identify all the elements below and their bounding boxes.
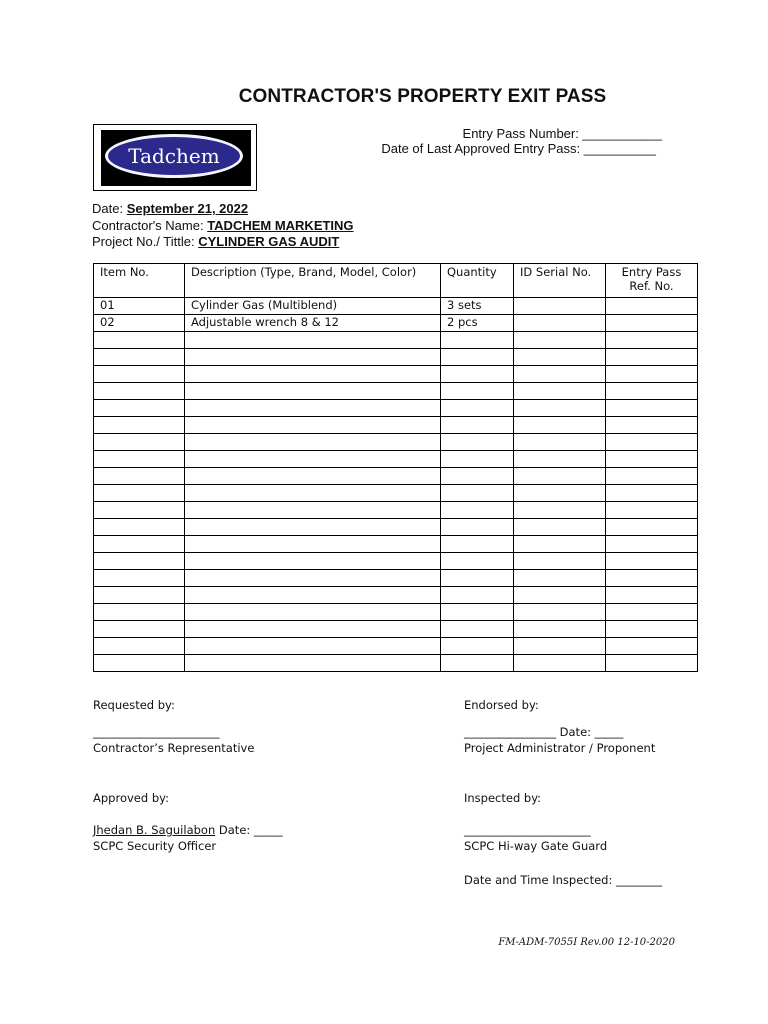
cell-entry-pass-ref bbox=[606, 349, 698, 366]
cell-entry-pass-ref bbox=[606, 485, 698, 502]
contractor-line bbox=[92, 218, 354, 233]
cell-id-serial bbox=[514, 383, 606, 400]
date-value: September 21, 2022 bbox=[126, 201, 249, 216]
cell-quantity bbox=[441, 570, 514, 587]
approved-date: Date: _____ bbox=[215, 823, 283, 837]
cell-description bbox=[185, 655, 441, 672]
cell-description bbox=[185, 570, 441, 587]
cell-description bbox=[185, 485, 441, 502]
cell-description bbox=[185, 366, 441, 383]
cell-quantity bbox=[441, 638, 514, 655]
cell-description bbox=[185, 621, 441, 638]
cell-quantity bbox=[441, 621, 514, 638]
cell-id-serial bbox=[514, 587, 606, 604]
cell-id-serial bbox=[514, 468, 606, 485]
cell-description bbox=[185, 502, 441, 519]
table-row bbox=[94, 519, 698, 536]
cell-id-serial bbox=[514, 519, 606, 536]
cell-id-serial bbox=[514, 400, 606, 417]
cell-quantity bbox=[441, 519, 514, 536]
cell-entry-pass-ref bbox=[606, 332, 698, 349]
cell-description bbox=[185, 553, 441, 570]
cell-entry-pass-ref bbox=[606, 655, 698, 672]
endorsed-role: Project Administrator / Proponent bbox=[464, 741, 656, 755]
table-row bbox=[94, 553, 698, 570]
cell-description bbox=[185, 349, 441, 366]
cell-id-serial bbox=[514, 502, 606, 519]
table-row bbox=[94, 451, 698, 468]
table-row bbox=[94, 417, 698, 434]
cell-quantity bbox=[441, 553, 514, 570]
cell-id-serial bbox=[514, 553, 606, 570]
cell-item-no bbox=[94, 519, 185, 536]
form-code: FM-ADM-7055I Rev.00 12-10-2020 bbox=[498, 937, 675, 948]
cell-id-serial bbox=[514, 655, 606, 672]
entry-pass-number: Entry Pass Number: ___________ bbox=[462, 126, 662, 141]
cell-id-serial bbox=[514, 298, 606, 315]
table-row bbox=[94, 502, 698, 519]
approved-name-line bbox=[93, 823, 283, 837]
cell-item-no: 01 bbox=[94, 298, 185, 315]
cell-entry-pass-ref bbox=[606, 519, 698, 536]
cell-id-serial bbox=[514, 570, 606, 587]
cell-quantity bbox=[441, 349, 514, 366]
cell-entry-pass-ref bbox=[606, 553, 698, 570]
cell-id-serial bbox=[514, 349, 606, 366]
cell-quantity bbox=[441, 332, 514, 349]
cell-item-no bbox=[94, 570, 185, 587]
cell-item-no bbox=[94, 400, 185, 417]
inspected-role: SCPC Hi-way Gate Guard bbox=[464, 839, 608, 853]
page-title: CONTRACTOR'S PROPERTY EXIT PASS bbox=[238, 86, 607, 107]
cell-quantity bbox=[441, 536, 514, 553]
cell-item-no: 02 bbox=[94, 315, 185, 332]
cell-description bbox=[185, 332, 441, 349]
cell-entry-pass-ref bbox=[606, 400, 698, 417]
cell-quantity bbox=[441, 451, 514, 468]
cell-id-serial bbox=[514, 536, 606, 553]
table-row bbox=[94, 621, 698, 638]
contractor-value: TADCHEM MARKETING bbox=[207, 218, 354, 233]
header-description: Description (Type, Brand, Model, Color) bbox=[185, 264, 441, 298]
cell-quantity bbox=[441, 587, 514, 604]
cell-entry-pass-ref bbox=[606, 570, 698, 587]
cell-item-no bbox=[94, 604, 185, 621]
cell-description: Adjustable wrench 8 & 12 bbox=[185, 315, 441, 332]
cell-item-no bbox=[94, 502, 185, 519]
cell-item-no bbox=[94, 638, 185, 655]
cell-quantity bbox=[441, 383, 514, 400]
table-row bbox=[94, 536, 698, 553]
cell-quantity bbox=[441, 366, 514, 383]
cell-description bbox=[185, 417, 441, 434]
approved-role: SCPC Security Officer bbox=[93, 839, 217, 853]
table-row bbox=[94, 434, 698, 451]
cell-entry-pass-ref bbox=[606, 536, 698, 553]
cell-entry-pass-ref bbox=[606, 621, 698, 638]
table-row bbox=[94, 366, 698, 383]
cell-id-serial bbox=[514, 638, 606, 655]
cell-description bbox=[185, 451, 441, 468]
header-id-serial: ID Serial No. bbox=[514, 264, 606, 298]
table-row bbox=[94, 638, 698, 655]
date-label: Date: bbox=[92, 201, 127, 216]
cell-item-no bbox=[94, 349, 185, 366]
cell-description bbox=[185, 519, 441, 536]
approved-by-label: Approved by: bbox=[93, 791, 169, 805]
table-row bbox=[94, 468, 698, 485]
cell-entry-pass-ref bbox=[606, 451, 698, 468]
cell-entry-pass-ref bbox=[606, 604, 698, 621]
cell-id-serial bbox=[514, 434, 606, 451]
cell-item-no bbox=[94, 434, 185, 451]
table-row bbox=[94, 332, 698, 349]
cell-quantity: 2 pcs bbox=[441, 315, 514, 332]
cell-quantity bbox=[441, 400, 514, 417]
cell-quantity bbox=[441, 502, 514, 519]
cell-item-no bbox=[94, 366, 185, 383]
cell-item-no bbox=[94, 383, 185, 400]
cell-item-no bbox=[94, 587, 185, 604]
cell-description bbox=[185, 383, 441, 400]
cell-id-serial bbox=[514, 604, 606, 621]
cell-entry-pass-ref bbox=[606, 417, 698, 434]
cell-description bbox=[185, 434, 441, 451]
project-label: Project No./ Tittle: bbox=[92, 234, 199, 249]
cell-entry-pass-ref bbox=[606, 434, 698, 451]
table-row bbox=[94, 570, 698, 587]
cell-quantity bbox=[441, 485, 514, 502]
cell-entry-pass-ref bbox=[606, 383, 698, 400]
cell-id-serial bbox=[514, 417, 606, 434]
cell-id-serial bbox=[514, 621, 606, 638]
table-header-row bbox=[94, 264, 698, 298]
requested-role: Contractor’s Representative bbox=[93, 741, 255, 755]
header-quantity: Quantity bbox=[441, 264, 514, 298]
date-time-inspected: Date and Time Inspected: ________ bbox=[464, 873, 663, 887]
cell-item-no bbox=[94, 621, 185, 638]
requested-signature-line: ______________________ bbox=[93, 725, 220, 739]
cell-id-serial bbox=[514, 315, 606, 332]
cell-description bbox=[185, 638, 441, 655]
project-line bbox=[92, 234, 339, 249]
cell-description bbox=[185, 536, 441, 553]
table-row bbox=[94, 485, 698, 502]
cell-quantity bbox=[441, 468, 514, 485]
inspected-by-label: Inspected by: bbox=[464, 791, 542, 805]
cell-item-no bbox=[94, 417, 185, 434]
cell-entry-pass-ref bbox=[606, 468, 698, 485]
cell-description bbox=[185, 468, 441, 485]
cell-id-serial bbox=[514, 332, 606, 349]
approver-name: Jhedan B. Saguilabon bbox=[93, 823, 216, 837]
cell-description bbox=[185, 604, 441, 621]
requested-by-label: Requested by: bbox=[93, 698, 175, 712]
table-row bbox=[94, 349, 698, 366]
cell-item-no bbox=[94, 536, 185, 553]
header-item-no: Item No. bbox=[94, 264, 185, 298]
table-row bbox=[94, 587, 698, 604]
contractor-label: Contractor's Name: bbox=[92, 218, 208, 233]
table-row bbox=[94, 604, 698, 621]
cell-entry-pass-ref bbox=[606, 366, 698, 383]
cell-id-serial bbox=[514, 451, 606, 468]
cell-description: Cylinder Gas (Multiblend) bbox=[185, 298, 441, 315]
cell-quantity bbox=[441, 655, 514, 672]
cell-description bbox=[185, 400, 441, 417]
cell-item-no bbox=[94, 655, 185, 672]
endorsed-signature-line: ________________ Date: _____ bbox=[464, 725, 624, 739]
cell-quantity bbox=[441, 604, 514, 621]
cell-quantity bbox=[441, 417, 514, 434]
cell-entry-pass-ref bbox=[606, 502, 698, 519]
last-approved-entry-pass: Date of Last Approved Entry Pass: __________ bbox=[381, 141, 656, 156]
table-row bbox=[94, 315, 698, 332]
cell-id-serial bbox=[514, 485, 606, 502]
project-value: CYLINDER GAS AUDIT bbox=[198, 234, 340, 249]
header-entry-pass-ref: Entry Pass Ref. No. bbox=[606, 264, 698, 298]
cell-item-no bbox=[94, 485, 185, 502]
cell-id-serial bbox=[514, 366, 606, 383]
cell-item-no bbox=[94, 451, 185, 468]
items-table bbox=[93, 263, 698, 672]
cell-entry-pass-ref bbox=[606, 298, 698, 315]
cell-item-no bbox=[94, 553, 185, 570]
endorsed-by-label: Endorsed by: bbox=[464, 698, 539, 712]
cell-item-no bbox=[94, 332, 185, 349]
table-row bbox=[94, 655, 698, 672]
cell-quantity bbox=[441, 434, 514, 451]
cell-item-no bbox=[94, 468, 185, 485]
logo-text: Tadchem bbox=[128, 144, 220, 168]
cell-entry-pass-ref bbox=[606, 315, 698, 332]
inspected-signature-line: ______________________ bbox=[464, 823, 591, 837]
cell-description bbox=[185, 587, 441, 604]
cell-entry-pass-ref bbox=[606, 587, 698, 604]
table-row bbox=[94, 400, 698, 417]
company-logo bbox=[93, 124, 257, 191]
table-row bbox=[94, 298, 698, 315]
date-line bbox=[92, 201, 248, 216]
table-row bbox=[94, 383, 698, 400]
cell-quantity: 3 sets bbox=[441, 298, 514, 315]
cell-entry-pass-ref bbox=[606, 638, 698, 655]
